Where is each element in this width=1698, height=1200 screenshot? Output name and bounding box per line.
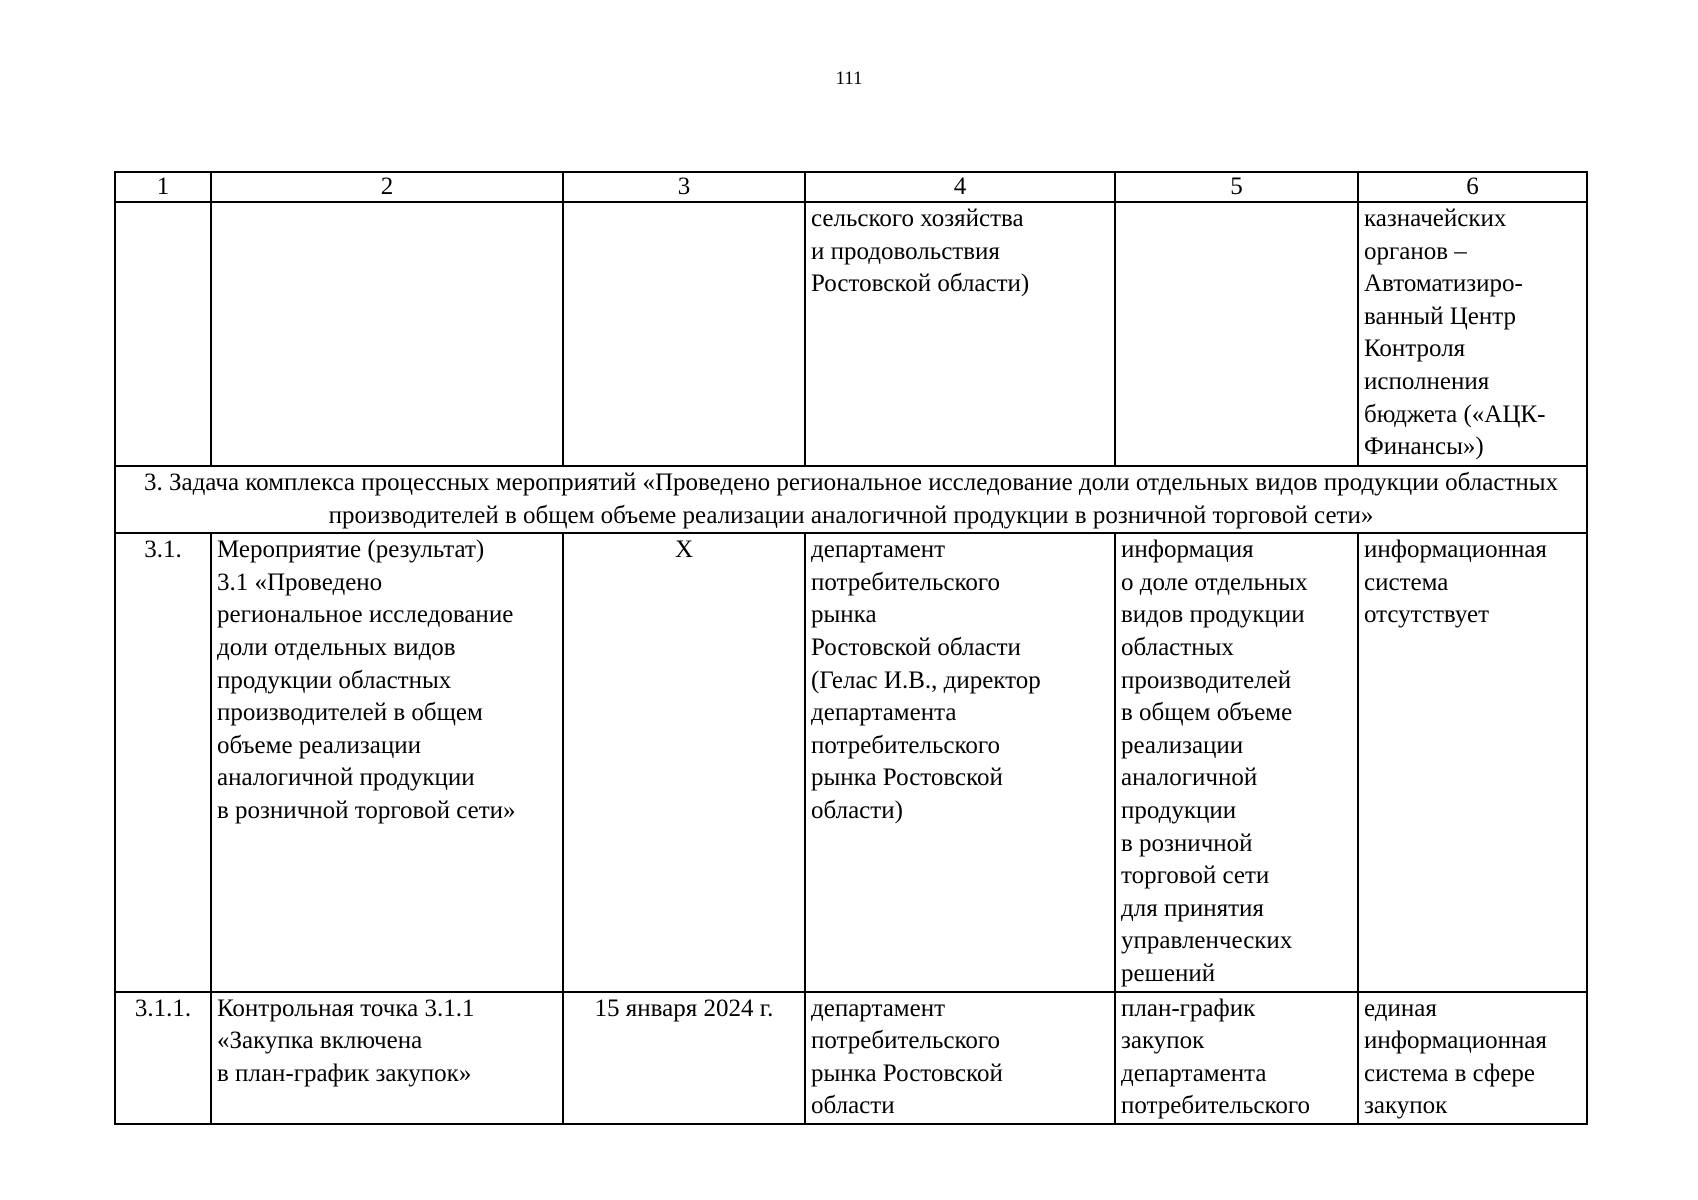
task-row bbox=[115, 466, 1587, 533]
event-name-cell: Мероприятие (результат) 3.1 «Проведено региональное исследование доли отдельных видов продукции областных производителей в общем объеме реализации аналогичной продукции в розничной торговой сети» bbox=[211, 533, 563, 991]
info-system-cell: единая информационная система в сфере закупок bbox=[1358, 992, 1587, 1124]
deadline-cell bbox=[563, 202, 805, 466]
deadline-cell: Х bbox=[563, 533, 805, 991]
task-heading: 3. Задача комплекса процессных мероприятий «Проведено региональное исследование доли отдельных видов продукции областных производителей в общем объеме реализации аналогичной продукции в розничной торговой сети» bbox=[115, 466, 1587, 533]
row-number-cell bbox=[115, 202, 211, 466]
document-cell: информация о доле отдельных видов продукции областных производителей в общем объеме реализации аналогичной продукции в розничной торговой сети для принятия управленческих решений bbox=[1115, 533, 1358, 991]
column-number-2: 2 bbox=[211, 172, 563, 202]
events-table bbox=[114, 171, 1588, 1125]
responsible-cell: сельского хозяйства и продовольствия Ростовской области) bbox=[805, 202, 1115, 466]
event-name-cell bbox=[211, 202, 563, 466]
column-number-1: 1 bbox=[115, 172, 211, 202]
column-number-3: 3 bbox=[563, 172, 805, 202]
column-number-4: 4 bbox=[805, 172, 1115, 202]
deadline-cell: 15 января 2024 г. bbox=[563, 992, 805, 1124]
document-cell bbox=[1115, 202, 1358, 466]
table-header-row bbox=[115, 172, 1587, 202]
responsible-cell: департамент потребительского рынка Ростовской области (Гелас И.В., директор департамента потребительского рынка Ростовской области) bbox=[805, 533, 1115, 991]
row-number-cell: 3.1. bbox=[115, 533, 211, 991]
row-number-cell: 3.1.1. bbox=[115, 992, 211, 1124]
document-cell: план-график закупок департамента потребительского bbox=[1115, 992, 1358, 1124]
table-row bbox=[115, 202, 1587, 466]
info-system-cell: информационная система отсутствует bbox=[1358, 533, 1587, 991]
info-system-cell: казначейских органов – Автоматизиро- ванный Центр Контроля исполнения бюджета («АЦК- Финансы») bbox=[1358, 202, 1587, 466]
event-name-cell: Контрольная точка 3.1.1 «Закупка включена в план-график закупок» bbox=[211, 992, 563, 1124]
table-row bbox=[115, 533, 1587, 991]
column-number-5: 5 bbox=[1115, 172, 1358, 202]
page-number: 111 bbox=[835, 68, 863, 89]
table-row bbox=[115, 992, 1587, 1124]
column-number-6: 6 bbox=[1358, 172, 1587, 202]
responsible-cell: департамент потребительского рынка Ростовской области bbox=[805, 992, 1115, 1124]
